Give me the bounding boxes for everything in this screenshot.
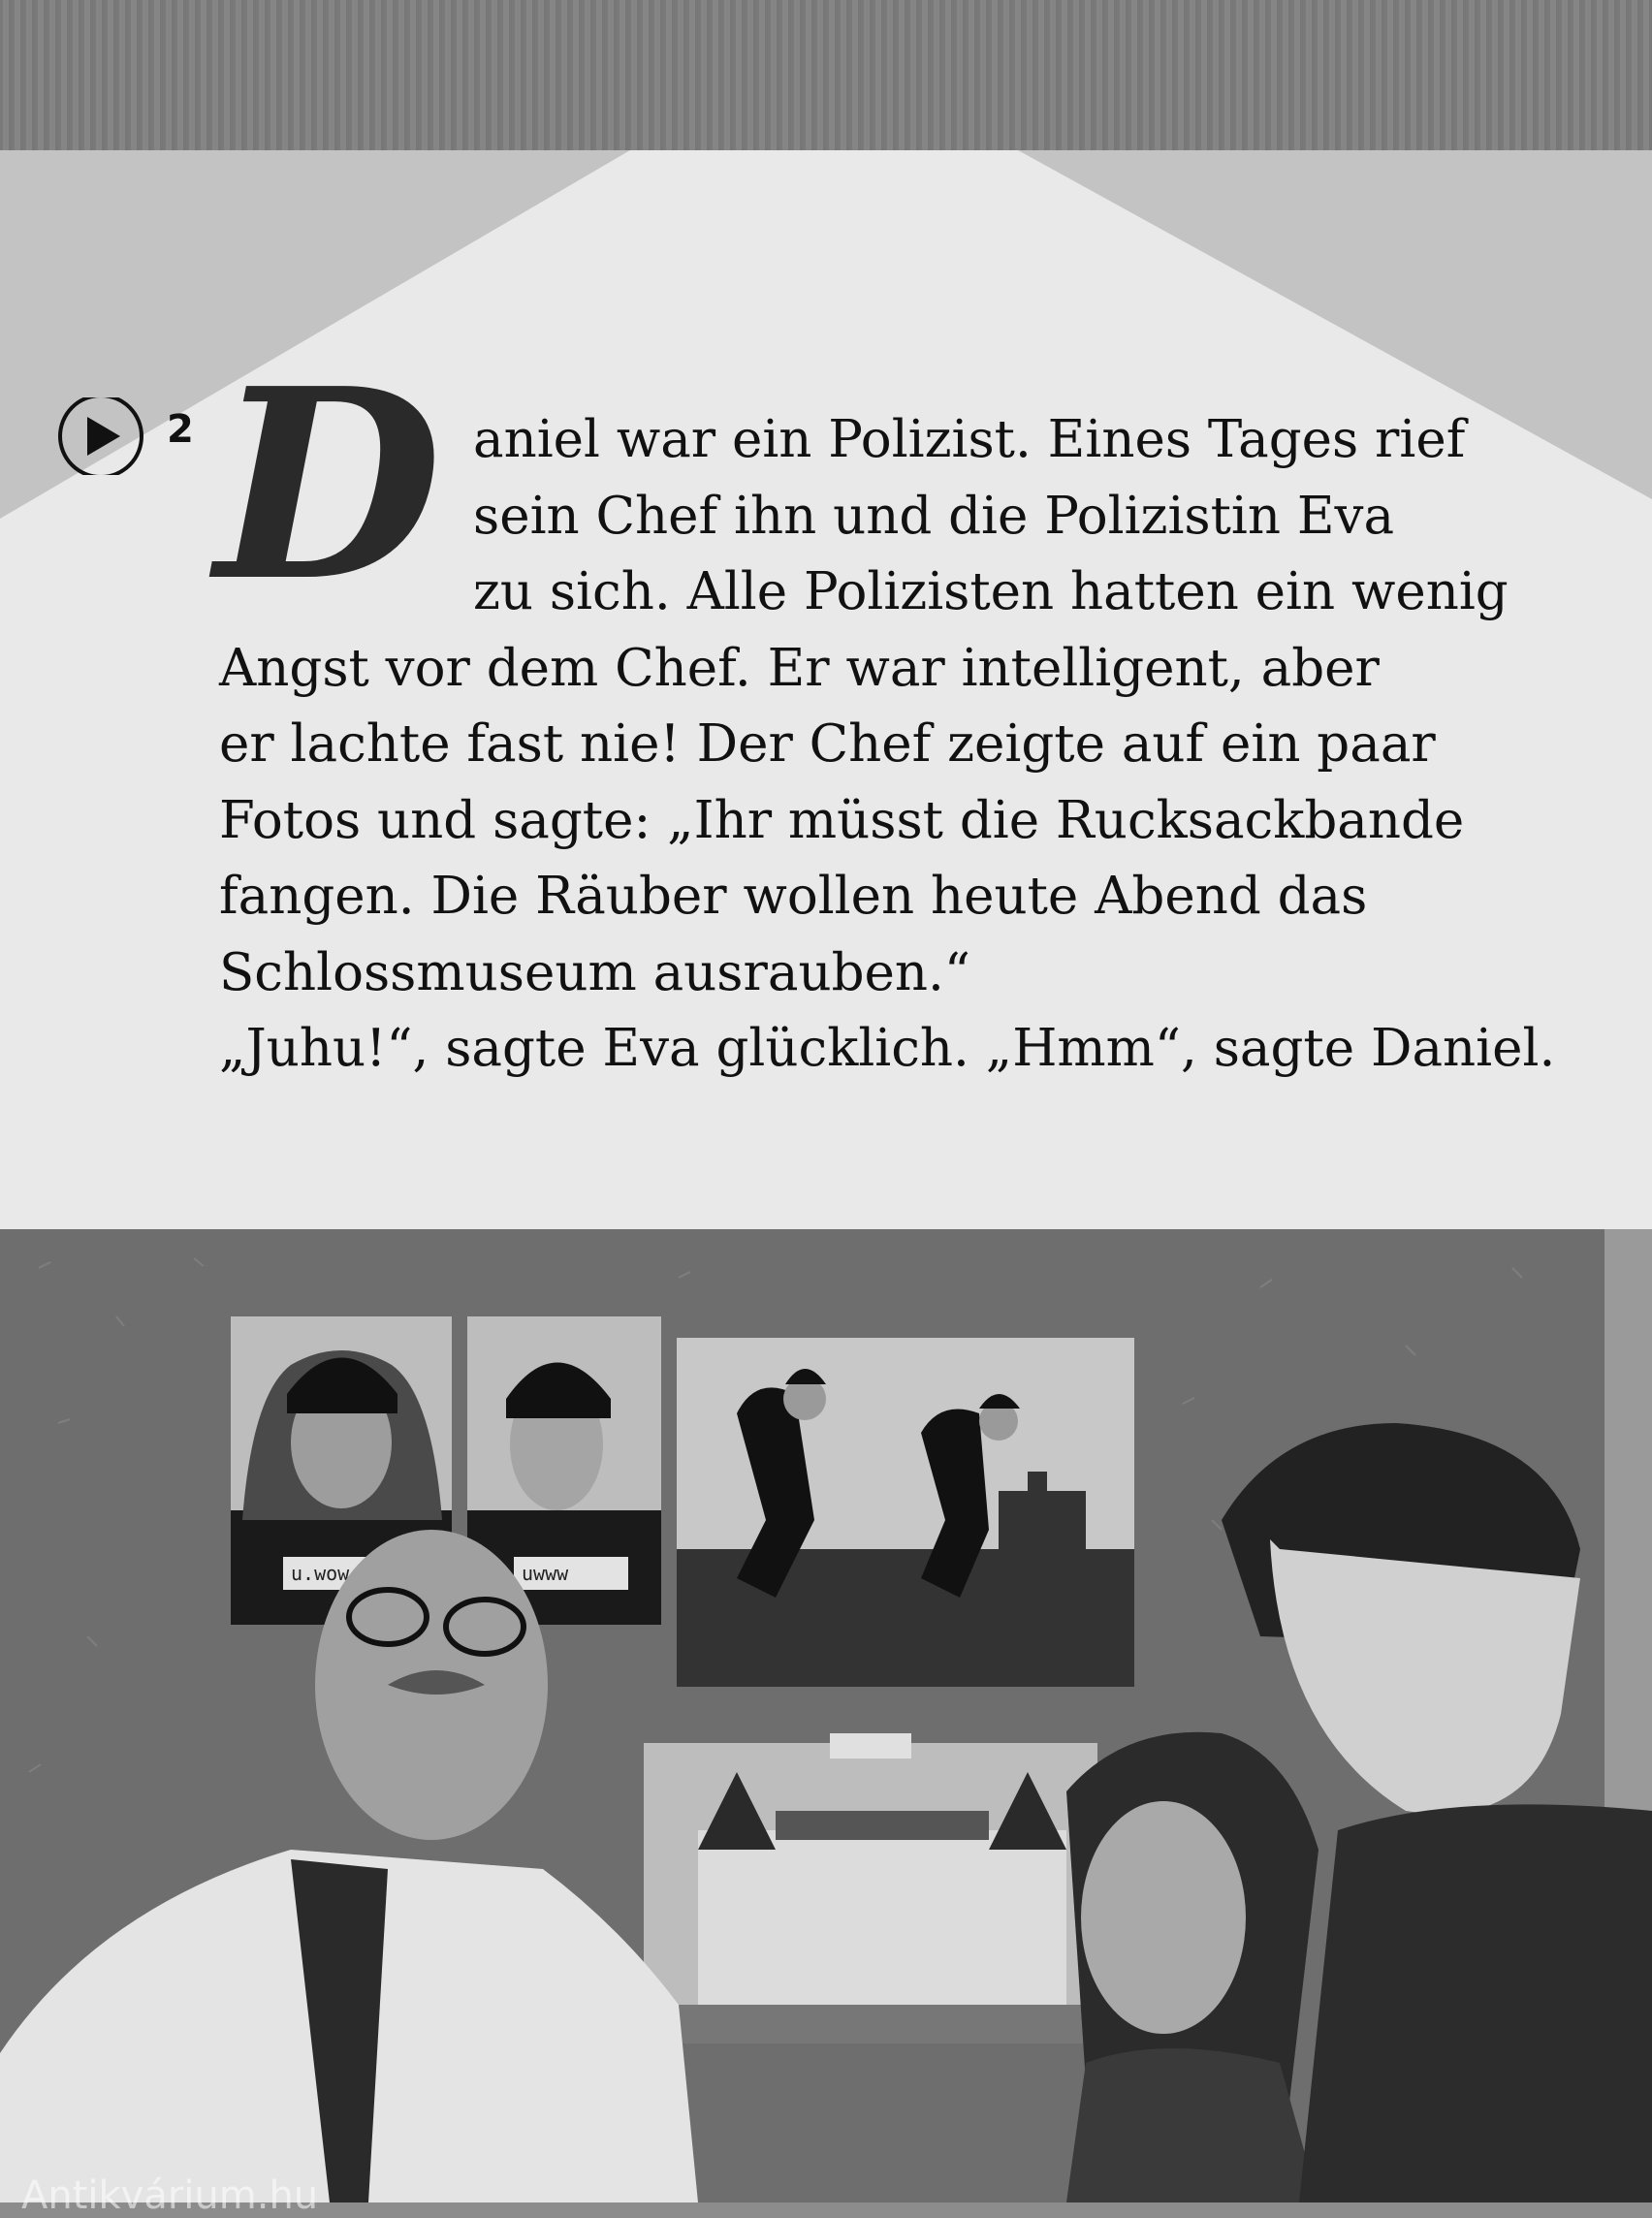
story-line: sein Chef ihn und die Polizistin Eva bbox=[473, 486, 1395, 546]
drop-cap-letter: D bbox=[215, 331, 443, 639]
play-icon bbox=[56, 397, 145, 475]
mugshot-2-plate: uwww bbox=[522, 1562, 569, 1585]
story-line: Fotos und sagte: „Ihr müsst die Rucksackbande bbox=[219, 790, 1465, 850]
story-line: fangen. Die Räuber wollen heute Abend das bbox=[219, 867, 1368, 926]
audio-play-button[interactable] bbox=[56, 397, 145, 475]
story-line: er lachte fast nie! Der Chef zeigte auf ein paar bbox=[219, 714, 1436, 774]
story-line: zu sich. Alle Polizisten hatten ein wenig bbox=[473, 562, 1509, 621]
policewoman-eva-figure bbox=[1066, 1732, 1318, 2202]
police-office-illustration bbox=[0, 1229, 1652, 2202]
story-line: Angst vor dem Chef. Er war intelligent, aber bbox=[219, 638, 1380, 698]
story-text bbox=[219, 402, 1615, 1088]
audio-track-number: 2 bbox=[167, 407, 194, 452]
desk-surface bbox=[0, 0, 1652, 155]
robbers-running-photo bbox=[677, 1338, 1134, 1687]
watermark-text: Antikvárium.hu bbox=[21, 2173, 319, 2218]
castle-museum-photo bbox=[644, 1733, 1097, 2044]
story-line: „Juhu!“, sagte Eva glücklich. „Hmm“, sagte Daniel. bbox=[219, 1019, 1556, 1078]
mugshot-1-plate: u.wow bbox=[291, 1562, 350, 1585]
story-line: Schlossmuseum ausrauben.“ bbox=[219, 942, 970, 1002]
story-line: aniel war ein Polizist. Eines Tages rief bbox=[473, 410, 1466, 469]
